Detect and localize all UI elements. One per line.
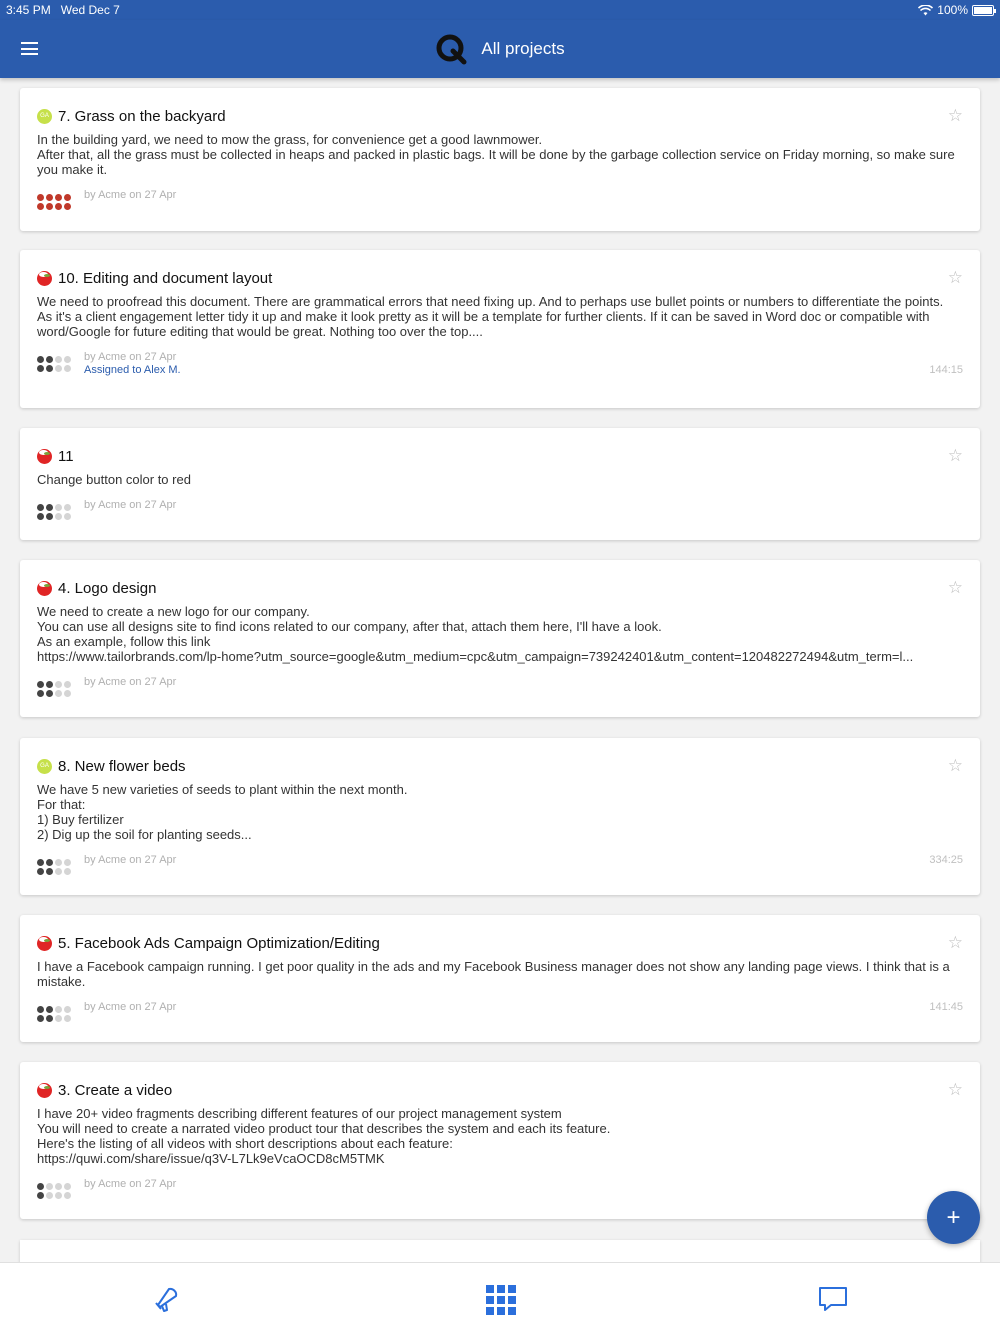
owner-avatar [37,936,52,951]
priority-indicator [37,356,73,372]
priority-dot [46,1015,53,1022]
project-card[interactable] [20,250,980,408]
priority-dot [64,1192,71,1199]
menu-icon[interactable] [21,42,38,55]
priority-dot [37,504,44,511]
project-list [0,78,1000,1262]
project-meta: by Acme on 27 Apr [84,499,177,511]
project-meta: by Acme on 27 Apr [84,1001,177,1013]
priority-dot [46,504,53,511]
project-title: 8. New flower beds [58,757,186,775]
status-time: 3:45 PM [6,3,51,17]
project-description: In the building yard, we need to mow the grass, for convenience get a good lawnmower. After that, all the grass must be collected in heaps and packed in plastic bags. It will be done by the garbage collection service on Friday morning, so make sure you make it. [37,132,955,177]
priority-dot [37,194,44,201]
priority-dot [55,859,62,866]
priority-dot [37,513,44,520]
priority-dot [46,690,53,697]
priority-dot [37,203,44,210]
priority-dot [46,1006,53,1013]
time-tracked: 144:15 [929,364,963,376]
priority-dot [37,690,44,697]
brand [435,33,564,65]
priority-dot [55,513,62,520]
status-date: Wed Dec 7 [60,3,120,17]
project-description: Change button color to red [37,472,191,487]
star-icon[interactable]: ☆ [947,106,963,125]
project-meta: by Acme on 27 Apr [84,1178,177,1190]
owner-avatar: GA [37,109,52,124]
priority-indicator [37,1006,73,1022]
project-title: 11 [58,447,74,465]
priority-dot [64,1006,71,1013]
priority-dot [37,859,44,866]
priority-dot [55,1183,62,1190]
project-description: I have 20+ video fragments describing different features of our project management system You will need to create a narrated video product tour that describes the system and each its feature. Here's the listing of all videos with short descriptions about each feature: https://quwi.com/share/issue/q3V-L7Lk9eVcaOCD8cM5TMK [37,1106,611,1166]
battery-percent: 100% [937,3,968,17]
project-card[interactable] [20,428,980,540]
priority-dot [37,681,44,688]
star-icon[interactable]: ☆ [947,1080,963,1099]
priority-dot [64,504,71,511]
priority-dot [46,194,53,201]
priority-dot [64,203,71,210]
priority-indicator [37,859,73,875]
project-meta: by Acme on 27 Apr Assigned to Alex M. [84,351,181,376]
priority-dot [37,1183,44,1190]
priority-dot [37,1192,44,1199]
priority-dot [64,1183,71,1190]
priority-dot [46,365,53,372]
project-meta: by Acme on 27 Apr [84,854,177,866]
priority-dot [55,690,62,697]
priority-dot [64,859,71,866]
priority-dot [64,513,71,520]
project-card-partial[interactable] [20,1240,980,1262]
bottom-nav [0,1262,1000,1334]
owner-avatar [37,1083,52,1098]
project-card[interactable] [20,915,980,1042]
project-meta: by Acme on 27 Apr [84,189,177,201]
app-bar [0,20,1000,78]
project-title: 7. Grass on the backyard [58,107,226,125]
project-title: 5. Facebook Ads Campaign Optimization/Editing [58,934,380,952]
notifications-icon[interactable] [150,1283,182,1315]
chat-icon[interactable] [817,1283,849,1315]
priority-dot [46,681,53,688]
priority-indicator [37,681,73,697]
priority-dot [55,203,62,210]
apps-grid-icon[interactable] [484,1283,516,1315]
star-icon[interactable]: ☆ [947,933,963,952]
priority-dot [55,681,62,688]
priority-dot [55,868,62,875]
project-card[interactable] [20,1062,980,1219]
priority-dot [46,1192,53,1199]
time-tracked: 334:25 [929,854,963,866]
priority-indicator [37,1183,73,1199]
add-project-button[interactable]: + [927,1191,980,1244]
priority-dot [55,1015,62,1022]
star-icon[interactable]: ☆ [947,446,963,465]
time-tracked: 141:45 [929,1001,963,1013]
priority-dot [55,504,62,511]
priority-dot [64,868,71,875]
app-logo-icon [435,33,467,65]
priority-dot [64,356,71,363]
priority-dot [55,1006,62,1013]
priority-dot [46,859,53,866]
priority-dot [55,1192,62,1199]
star-icon[interactable]: ☆ [947,578,963,597]
priority-dot [46,356,53,363]
owner-avatar [37,271,52,286]
battery-icon [972,5,994,16]
project-description: We have 5 new varieties of seeds to plant within the next month. For that: 1) Buy fertilizer 2) Dig up the soil for planting seeds... [37,782,408,842]
priority-dot [37,365,44,372]
priority-dot [55,194,62,201]
priority-dot [46,868,53,875]
priority-dot [37,868,44,875]
star-icon[interactable]: ☆ [947,268,963,287]
priority-dot [37,1006,44,1013]
project-description: I have a Facebook campaign running. I get poor quality in the ads and my Facebook Business manager does not show any landing page views. I think that is a mistake. [37,959,950,989]
priority-dot [37,1015,44,1022]
assignee-link[interactable]: Assigned to Alex M. [84,364,181,376]
priority-dot [46,203,53,210]
priority-dot [46,513,53,520]
priority-dot [55,365,62,372]
page-title: All projects [481,39,565,58]
priority-dot [37,356,44,363]
priority-indicator [37,504,73,520]
priority-dot [64,194,71,201]
wifi-icon [918,5,933,16]
owner-avatar [37,581,52,596]
owner-avatar: GA [37,759,52,774]
owner-avatar [37,449,52,464]
star-icon[interactable]: ☆ [947,756,963,775]
priority-dot [64,1015,71,1022]
priority-dot [64,365,71,372]
project-meta: by Acme on 27 Apr [84,676,177,688]
project-title: 10. Editing and document layout [58,269,273,287]
priority-indicator [37,194,73,210]
priority-dot [64,681,71,688]
project-description: We need to create a new logo for our company. You can use all designs site to find icons related to our company, after that, attach them here, I'll have a look. As an example, follow this link https://www.tailorbrands.com/lp-home?utm_source=google&utm_medium=cpc&utm_campaign=739242401&utm_content=120482272494&utm_term=l... [37,604,914,664]
project-description: We need to proofread this document. There are grammatical errors that need fixing up. And to perhaps use bullet points or numbers to differentiate the points. As it's a client engagement letter tidy it up and make it look pretty as it will be a template for further clients. If it can be saved in Word doc or compatible with word/Google for future editing that would be great. Nothing too over the top.... [37,294,944,339]
status-bar [0,0,1000,20]
status-right [918,3,994,17]
project-card[interactable] [20,738,980,895]
priority-dot [46,1183,53,1190]
priority-dot [64,690,71,697]
project-card[interactable] [20,88,980,231]
priority-dot [55,356,62,363]
project-title: 4. Logo design [58,579,157,597]
project-card[interactable] [20,560,980,717]
project-title: 3. Create a video [58,1081,173,1099]
